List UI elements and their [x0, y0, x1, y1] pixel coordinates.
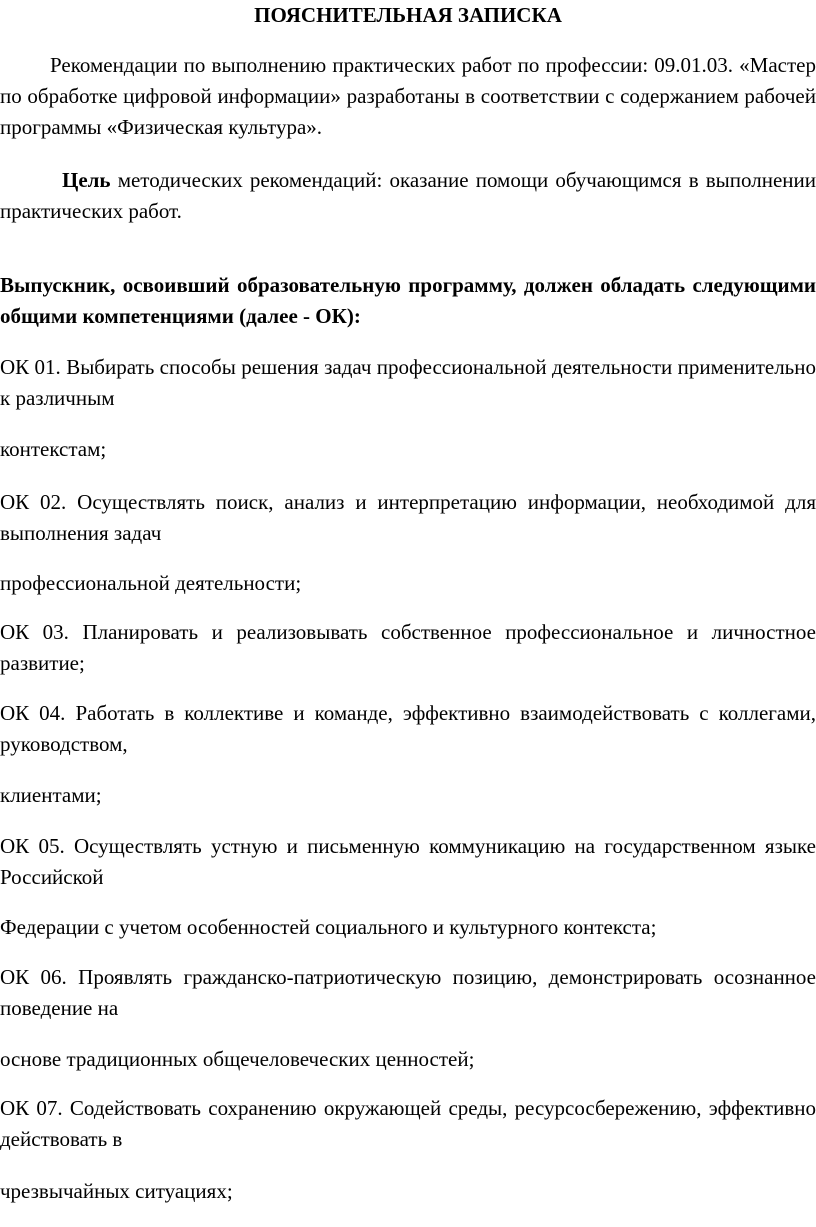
- competency-item-06: ОК 06. Проявлять гражданско-патриотическую позицию, демонстрировать осознанное поведение на: [0, 965, 816, 1020]
- competency-item-01-continuation: контекстам;: [0, 437, 107, 461]
- competency-item-07-continuation: чрезвычайных ситуациях;: [0, 1179, 233, 1203]
- competency-item-05-continuation: Федерации с учетом особенностей социального и культурного контекста;: [0, 915, 657, 939]
- competency-item-05: ОК 05. Осуществлять устную и письменную коммуникацию на государственном языке Российской: [0, 834, 816, 889]
- intro-paragraph: Рекомендации по выполнению практических работ по профессии: 09.01.03. «Мастер по обработке цифровой информации» разработаны в соответствии с содержанием рабочей программы «Физическая культура».: [0, 53, 816, 139]
- competency-item-01: ОК 01. Выбирать способы решения задач профессиональной деятельности применительно к различным: [0, 355, 816, 410]
- competency-item-03: ОК 03. Планировать и реализовывать собственное профессиональное и личностное развитие;: [0, 620, 816, 675]
- competency-item-04: ОК 04. Работать в коллективе и команде, эффективно взаимодействовать с коллегами, руководством,: [0, 701, 816, 756]
- goal-text: методических рекомендаций: оказание помощи обучающимся в выполнении практических работ.: [0, 168, 816, 223]
- competency-item-02: ОК 02. Осуществлять поиск, анализ и интерпретацию информации, необходимой для выполнения задач: [0, 490, 816, 545]
- document-title: ПОЯСНИТЕЛЬНАЯ ЗАПИСКА: [254, 3, 562, 27]
- competencies-heading: Выпускник, освоивший образовательную программу, должен обладать следующими общими компетенциями (далее - ОК):: [0, 273, 816, 328]
- competency-item-04-continuation: клиентами;: [0, 783, 102, 807]
- competency-item-07: ОК 07. Содействовать сохранению окружающей среды, ресурсосбережению, эффективно действовать в: [0, 1096, 816, 1151]
- goal-paragraph: [0, 165, 816, 227]
- competency-item-06-continuation: основе традиционных общечеловеческих ценностей;: [0, 1047, 475, 1071]
- competency-item-02-continuation: профессиональной деятельности;: [0, 571, 302, 595]
- goal-label: Цель: [62, 168, 111, 192]
